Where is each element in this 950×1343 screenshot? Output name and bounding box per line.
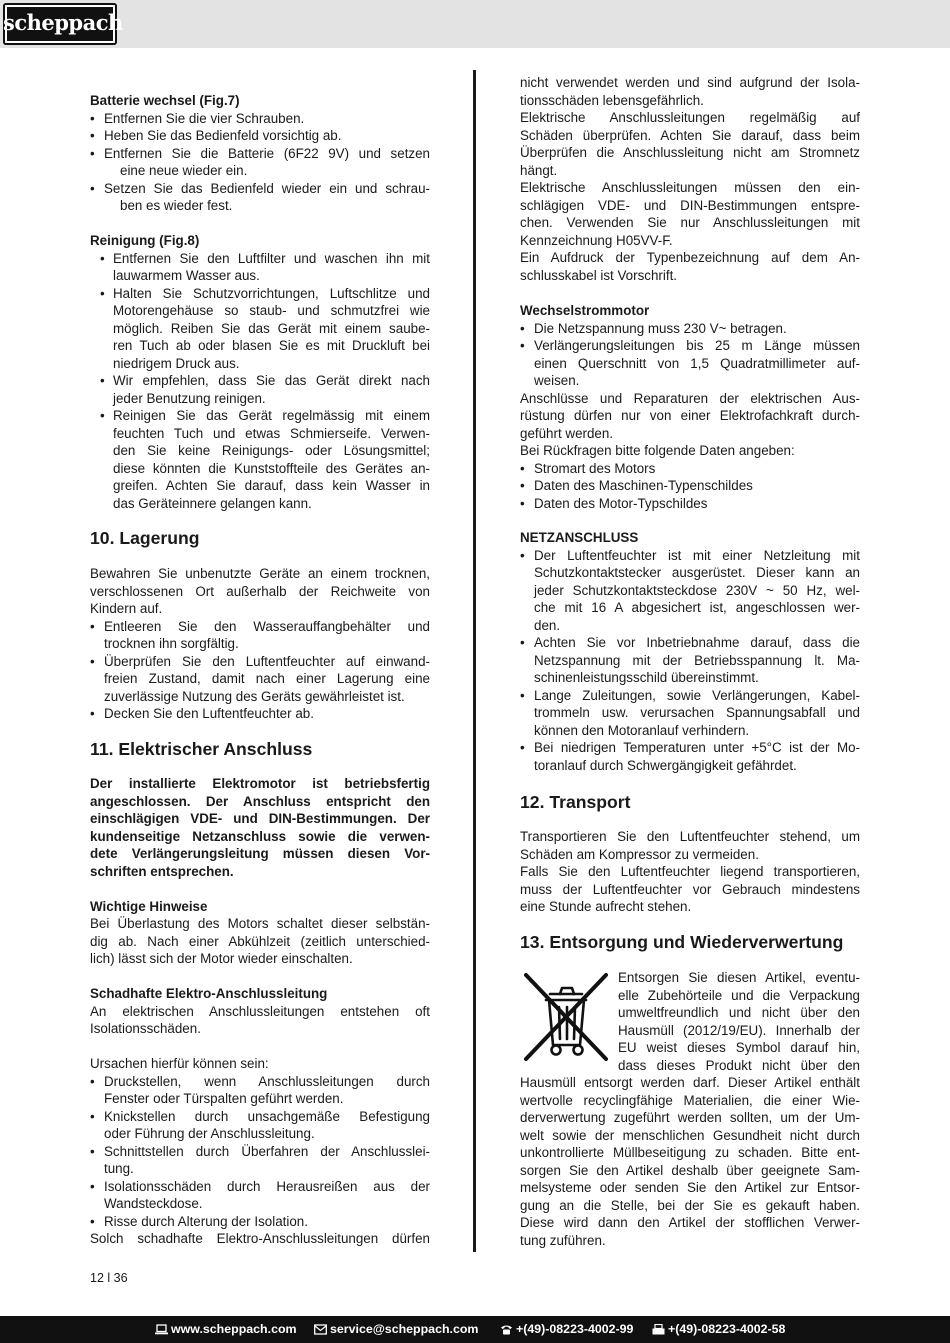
storage-heading: 10. Lagerung	[90, 528, 200, 548]
list-item	[520, 739, 860, 774]
notes-line: lich) lässt sich der Motor wieder einschalten.	[90, 951, 353, 966]
list-item	[90, 705, 430, 723]
envelope-icon	[314, 1324, 327, 1335]
footer-fax[interactable]: +(49)-08223-4002-58	[652, 1316, 785, 1343]
disposal-heading: 13. Entsorgung und Wiederverwertung	[520, 932, 844, 952]
list-item-line: das Geräteinnere gelangen kann.	[113, 495, 312, 511]
list-item-line: oder Führung der Anschlussleitung.	[104, 1126, 315, 1141]
disposal-text-line: derverwertung zugeführt werden sollten, um der Um-	[520, 1110, 860, 1125]
storage-section	[90, 565, 430, 723]
list-item	[90, 1178, 430, 1213]
list-item	[90, 1073, 430, 1108]
list-item-line: Reinigen Sie das Gerät regelmässig mit einem	[113, 408, 430, 423]
brand-logo: scheppach	[3, 3, 117, 45]
electrical-section	[90, 775, 430, 1248]
list-item-line: jeder Schutzkontaktsteckdose 230V ~ 50 Hz, wel-	[534, 582, 860, 598]
disposal-text	[520, 1074, 860, 1249]
bullet-icon: •	[90, 110, 95, 126]
disposal-text-line: tung zuführen.	[520, 1232, 606, 1248]
bullet-icon: •	[100, 408, 105, 423]
damaged-cable-heading: Schadhafte Elektro-Anschlussleitung	[90, 986, 328, 1001]
list-item-line: Stromart des Motors	[534, 460, 656, 476]
transport-heading: 12. Transport	[520, 792, 631, 812]
list-item-line: ren Tuch ab oder blasen Sie es mit Druckluft bei	[113, 338, 430, 353]
list-item-line: Der Luftentfeuchter ist mit einer Netzleitung mit	[534, 547, 860, 563]
list-item-line: möglich. Reiben Sie das Gerät mit einem saube-	[113, 320, 430, 336]
list-item-line: freien Zustand, damit nach einer Lagerung eine	[104, 671, 430, 686]
list-item-line: weisen.	[534, 373, 580, 388]
crossed-out-wheelie-bin-icon	[520, 969, 612, 1065]
list-item-line: Wandsteckdose.	[104, 1196, 203, 1211]
transport-text-line: Schäden am Kompressor zu vermeiden.	[520, 846, 759, 862]
disposal-text-line: gung an die Stelle, bei der Sie es gekauft haben.	[520, 1197, 860, 1213]
list-item-line: diese könnten die Kunststoffteile des Gerätes an-	[113, 460, 430, 476]
list-item-line: Isolationsschäden durch Herausreißen aus der	[104, 1178, 430, 1194]
disposal-text-line: sorgen Sie den Artikel deshalb über geeignete Sam-	[520, 1162, 860, 1178]
ac-motor-text-line: geführt werden.	[520, 425, 614, 441]
bullet-icon: •	[520, 547, 525, 563]
bullet-icon: •	[90, 1108, 95, 1124]
list-item	[90, 407, 430, 512]
bullet-icon: •	[520, 338, 525, 353]
battery-section	[90, 92, 430, 215]
disposal-side-line: elle Zubehörteile und die Verpackung	[618, 987, 860, 1003]
bullet-icon: •	[90, 1143, 95, 1159]
electrical-heading: 11. Elektrischer Anschluss	[90, 739, 313, 759]
electrical-intro-line: einschlägigen VDE- und DIN-Bestimmungen. Der	[90, 811, 430, 826]
bullet-icon: •	[520, 478, 525, 493]
list-item-line: ben es wieder fest.	[120, 198, 233, 213]
closing-line: Solch schadhafte Elektro-Anschlussleitungen dürfen	[90, 1231, 430, 1246]
list-item-line: Entfernen Sie die Batterie (6F22 9V) und setzen	[104, 145, 430, 161]
disposal-side-line: Entsorgen Sie diesen Artikel, eventu-	[618, 970, 860, 985]
list-item-line: tung.	[104, 1161, 134, 1176]
bullet-icon: •	[90, 618, 95, 634]
list-item	[520, 634, 860, 687]
list-item-line: Bei niedrigen Temperaturen unter +5°C ist der Mo-	[534, 740, 860, 755]
list-item	[90, 1213, 430, 1231]
list-item-line: können den Motoranlauf verhindern.	[534, 722, 750, 738]
header-bar	[0, 0, 950, 48]
list-item	[90, 653, 430, 706]
footer-website[interactable]: www.scheppach.com	[155, 1316, 297, 1343]
cable-text-line: chen. Verwenden Sie nur Anschlussleitungen mit	[520, 215, 860, 230]
list-item	[520, 687, 860, 740]
ac-motor-heading: Wechselstrommotor	[520, 303, 650, 318]
list-item	[90, 110, 430, 128]
list-item	[90, 372, 430, 407]
footer-bar	[0, 1316, 950, 1343]
cleaning-heading: Reinigung (Fig.8)	[90, 233, 200, 248]
bullet-icon: •	[90, 653, 95, 669]
list-item-line: den.	[534, 617, 561, 633]
footer-phone[interactable]: +(49)-08223-4002-99	[500, 1316, 633, 1343]
bullet-icon: •	[100, 250, 105, 266]
list-item	[90, 250, 430, 285]
notes-line: Bei Überlastung des Motors schaltet dieser selbstän-	[90, 916, 430, 931]
list-item-line: jeder Benutzung reinigen.	[113, 390, 266, 406]
cable-text-line: hängt.	[520, 162, 558, 178]
list-item-line: toranlauf durch Schwergängigkeit gefährdet.	[534, 757, 797, 773]
cable-text-line: Überprüfen die Anschlussleitung nicht am Stromnetz	[520, 145, 860, 160]
bullet-icon: •	[100, 285, 105, 301]
list-item-line: Daten des Maschinen-Typenschildes	[534, 478, 753, 493]
laptop-icon	[155, 1324, 168, 1335]
bullet-icon: •	[90, 706, 95, 721]
transport-text-line: eine Stunde aufrecht stehen.	[520, 899, 692, 914]
disposal-side-line: EU weist dieses Symbol darauf hin,	[618, 1040, 860, 1055]
disposal-side-line: dass dieses Produkt nicht über den	[618, 1057, 860, 1073]
footer-email[interactable]: service@scheppach.com	[314, 1316, 478, 1343]
electrical-intro-line: dete Verlängerungsleitung müssen diesen Vor-	[90, 846, 430, 861]
transport-section	[520, 828, 860, 916]
list-item	[90, 618, 430, 653]
storage-intro-line: Bewahren Sie unbenutzte Geräte an einem trocknen,	[90, 566, 430, 581]
bullet-icon: •	[90, 1073, 95, 1089]
list-item-line: trocknen ihn sorgfältig.	[104, 636, 239, 651]
list-item-line: Halten Sie Schutzvorrichtungen, Luftschlitze und	[113, 285, 430, 301]
list-item-line: Netzspannung mit der Betriebsspannung lt. Ma-	[534, 652, 860, 668]
electrical-intro-line: kundenseitige Netzanschluss sowie die verwen-	[90, 828, 430, 844]
bullet-icon: •	[90, 1178, 95, 1194]
bullet-icon: •	[90, 145, 95, 161]
notes-heading: Wichtige Hinweise	[90, 898, 208, 914]
battery-heading: Batterie wechsel (Fig.7)	[90, 93, 240, 108]
list-item-line: Fenster oder Türspalten geführt werden.	[104, 1091, 344, 1106]
disposal-text-line: Diese wird dann den Artikel der stofflichen Verwer-	[520, 1215, 860, 1230]
list-item-line: feuchten Tuch und etwas Schmierseife. Verwen-	[113, 425, 430, 441]
fax-icon	[652, 1324, 665, 1335]
list-item-line: Entleeren Sie den Wasserauffangbehälter und	[104, 618, 430, 634]
transport-text-line: muss der Luftentfeuchter vor Gebrauch mindestens	[520, 881, 860, 897]
disposal-text-line: wertvolle recyclingfähige Materialien, die einer Wie-	[520, 1092, 860, 1108]
list-item-line: trommeln usw. verursachen Spannungsabfall und	[534, 705, 860, 720]
disposal-text-line: melsysteme oder senden Sie den Artikel zur Entsor-	[520, 1180, 860, 1195]
list-item-line: den Sie keine Reinigungs- oder Lösungsmittel;	[113, 443, 430, 458]
cable-text-line: Ein Aufdruck der Typenbezeichnung auf dem An-	[520, 250, 860, 265]
list-item-line: Schutzkontaktstecker ausgerüstet. Dieser kann an	[534, 565, 860, 580]
list-item-line: schinenleistungsschild übereinstimmt.	[534, 670, 759, 685]
list-item	[520, 320, 860, 338]
disposal-side-line: umweltfreundlich und nicht über den	[618, 1005, 860, 1020]
list-item	[520, 547, 860, 635]
list-item-line: Entfernen Sie die vier Schrauben.	[104, 110, 305, 126]
electrical-intro-line: angeschlossen. Der Anschluss entspricht den	[90, 793, 430, 809]
list-item-line: einen Querschnitt von 1,5 Quadratmillimeter auf-	[534, 355, 860, 371]
cable-text-line: schlusskabel ist Vorschrift.	[520, 267, 678, 283]
ac-motor-section	[520, 302, 860, 512]
mains-heading: NETZANSCHLUSS	[520, 530, 639, 545]
transport-text-line: Falls Sie den Luftentfeuchter liegend transportieren,	[520, 864, 860, 879]
list-item	[90, 285, 430, 373]
disposal-text-line: welt sowie der menschlichen Gesundheit nicht durch	[520, 1127, 860, 1143]
cable-continuation	[520, 74, 860, 284]
list-item-line: Die Netzspannung muss 230 V~ betragen.	[534, 320, 787, 336]
electrical-intro-line: Der installierte Elektromotor ist betriebsfertig	[90, 776, 430, 791]
list-item-line: zuverlässige Nutzung des Geräts gewährleistet ist.	[104, 688, 405, 704]
bullet-icon: •	[520, 460, 525, 476]
list-item-line: Entfernen Sie den Luftfilter und waschen ihn mit	[113, 250, 430, 266]
cable-text-line: nicht verwendet werden und sind aufgrund der Isola-	[520, 75, 860, 90]
list-item-line: Motorengehäuse so staub- und schmutzfrei wie	[113, 303, 430, 318]
bullet-icon: •	[520, 740, 525, 755]
bullet-icon: •	[90, 1213, 95, 1229]
cable-text-line: Kennzeichnung H05VV-F.	[520, 232, 673, 248]
ac-motor-text-line: rüstung dürfen nur von einer Elektrofachkraft durch-	[520, 408, 860, 423]
column-divider	[473, 70, 476, 1252]
page-number: 12 l 36	[90, 1271, 128, 1285]
list-item	[90, 1108, 430, 1143]
bullet-icon: •	[90, 180, 95, 196]
list-item	[520, 495, 860, 513]
list-item	[90, 1143, 430, 1178]
disposal-text-beside-icon	[618, 969, 860, 1074]
cable-text-line: Schäden überprüfen. Achten Sie darauf, dass beim	[520, 127, 860, 143]
list-item-line: Druckstellen, wenn Anschlussleitungen durch	[104, 1073, 430, 1089]
list-item	[90, 127, 430, 145]
list-item-line: Setzen Sie das Bedienfeld wieder ein und schrau-	[104, 180, 430, 196]
list-item-line: Schnittstellen durch Überfahren der Anschlusslei-	[104, 1143, 430, 1159]
list-item-line: Verlängerungsleitungen bis 25 m Länge müssen	[534, 338, 860, 353]
cleaning-section	[90, 232, 430, 512]
list-item-line: greifen. Achten Sie darauf, dass kein Wasser in	[113, 478, 430, 493]
bullet-icon: •	[100, 373, 105, 388]
list-item-line: niedrigem Druck aus.	[113, 355, 240, 371]
cable-text-line: schlägigen VDE- und DIN-Bestimmungen entspre-	[520, 197, 860, 213]
list-item-line: Wir empfehlen, dass Sie das Gerät direkt nach	[113, 373, 430, 388]
list-item	[90, 180, 430, 215]
storage-intro-line: Kindern auf.	[90, 601, 163, 616]
list-item-line: Risse durch Alterung der Isolation.	[104, 1213, 308, 1229]
cable-text-line: tionsschäden lebensgefährlich.	[520, 92, 704, 108]
storage-intro-line: verschlossenen Ort außerhalb der Reichweite von	[90, 583, 430, 599]
disposal-text-line: Hausmüll entsorgt werden darf. Dieser Artikel enthält	[520, 1075, 860, 1090]
causes-intro: Ursachen hierfür können sein:	[90, 1056, 269, 1071]
mains-section	[520, 529, 860, 774]
bullet-icon: •	[520, 687, 525, 703]
bullet-icon: •	[90, 128, 95, 143]
list-item-line: Überprüfen Sie den Luftentfeuchter auf einwand-	[104, 653, 430, 669]
bullet-icon: •	[520, 320, 525, 336]
list-item-line: Achten Sie vor Inbetriebnahme darauf, dass die	[534, 635, 860, 650]
list-item	[520, 477, 860, 495]
electrical-intro-line: schriften entsprechen.	[90, 863, 234, 879]
cable-text-line: Elektrische Anschlussleitungen müssen den ein-	[520, 180, 860, 195]
ac-motor-text-line: Anschlüsse und Reparaturen der elektrischen Aus-	[520, 390, 860, 406]
list-item-line: Knickstellen durch unsachgemäße Befestigung	[104, 1108, 430, 1124]
telephone-icon	[500, 1324, 513, 1335]
list-item-line: Heben Sie das Bedienfeld vorsichtig ab.	[104, 128, 342, 143]
notes-line: dig ab. Nach einer Abkühlzeit (zeitlich unterschied-	[90, 933, 430, 949]
transport-text-line: Transportieren Sie den Luftentfeuchter stehend, um	[520, 829, 860, 844]
damaged-cable-line: An elektrischen Anschlussleitungen entstehen oft	[90, 1003, 430, 1019]
list-item-line: lauwarmem Wasser aus.	[113, 268, 260, 283]
bullet-icon: •	[520, 495, 525, 511]
list-item-line: eine neue wieder ein.	[120, 163, 248, 178]
list-item	[520, 460, 860, 478]
damaged-cable-line: Isolationsschäden.	[90, 1021, 201, 1036]
cable-text-line: Elektrische Anschlussleitungen regelmäßig auf	[520, 110, 860, 125]
list-item	[90, 145, 430, 180]
bullet-icon: •	[520, 635, 525, 650]
disposal-text-line: unkontrollierte Müllbeseitigung zu schaden. Bitte ent-	[520, 1145, 860, 1160]
list-item	[520, 337, 860, 390]
list-item-line: Daten des Motor-Typschildes	[534, 495, 708, 511]
ac-motor-text-line: Bei Rückfragen bitte folgende Daten angeben:	[520, 443, 795, 458]
list-item-line: che mit 16 A abgesichert ist, angeschlossen wer-	[534, 600, 860, 615]
list-item-line: Decken Sie den Luftentfeuchter ab.	[104, 706, 314, 721]
list-item-line: Lange Zuleitungen, sowie Verlängerungen, Kabel-	[534, 687, 860, 703]
disposal-side-line: Hausmüll (2012/19/EU). Innerhalb der	[618, 1022, 860, 1038]
